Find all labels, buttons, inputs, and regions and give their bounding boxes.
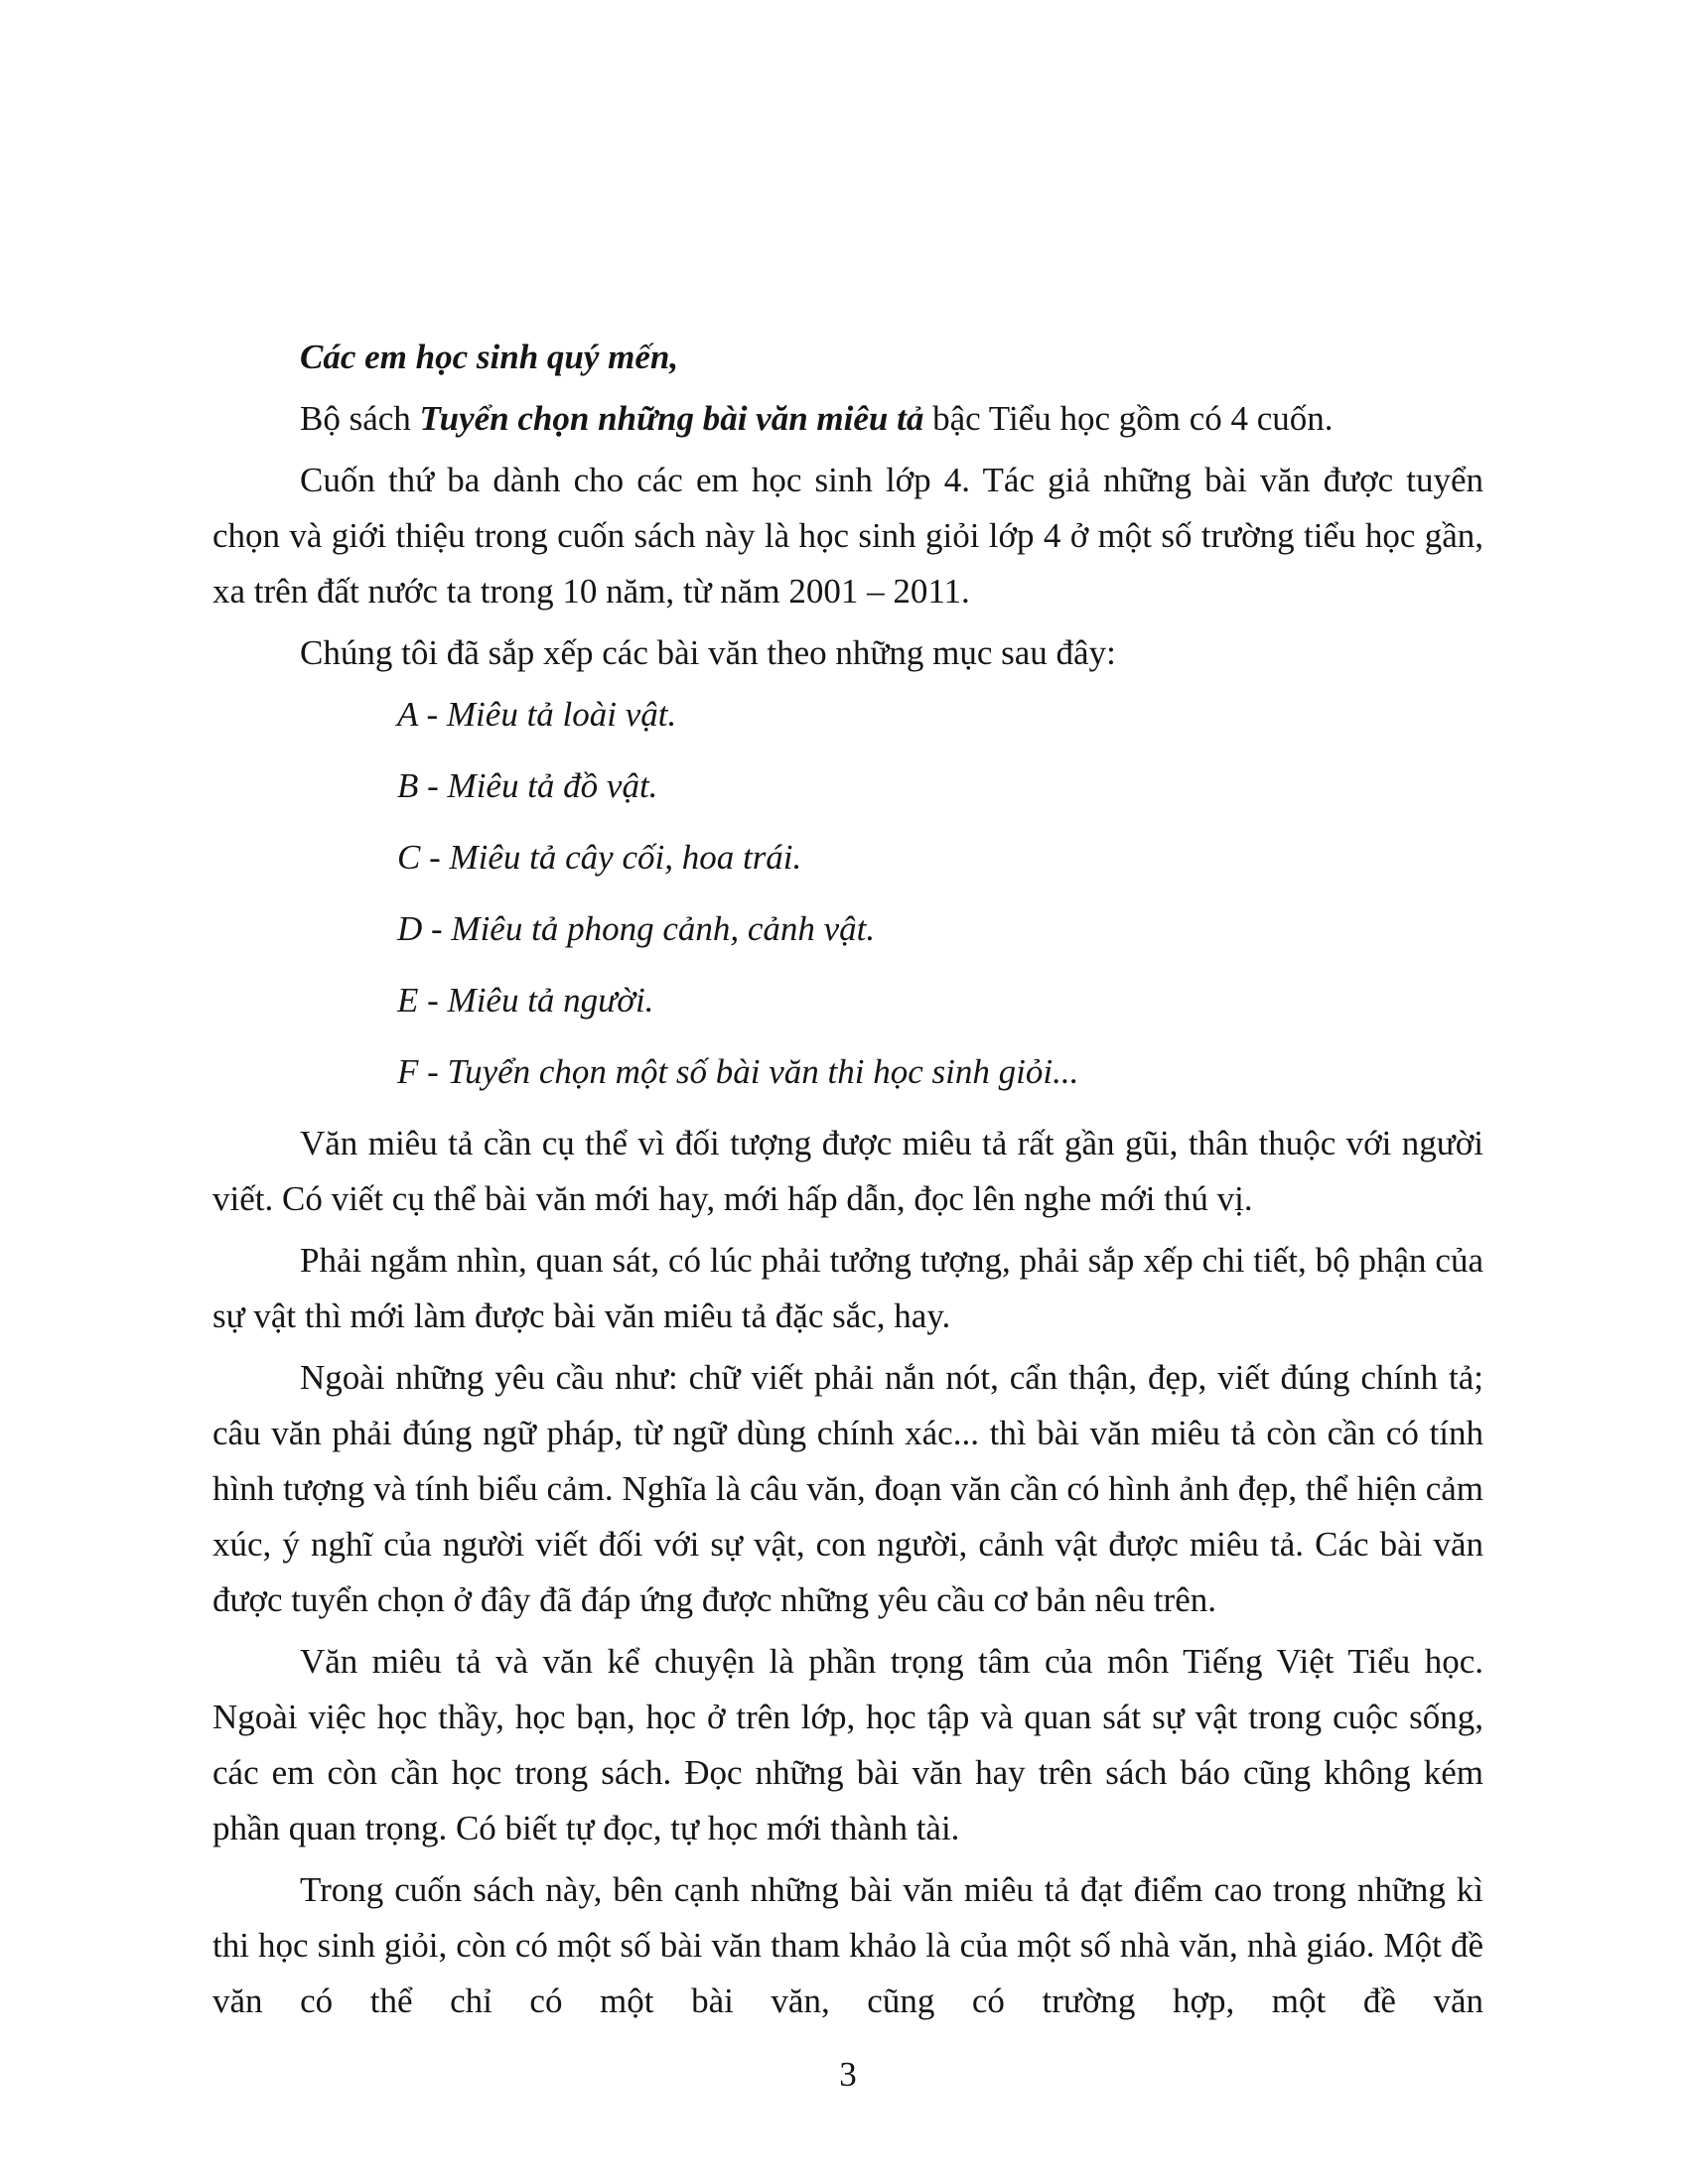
- paragraph: Phải ngắm nhìn, quan sát, có lúc phải tưởng tượng, phải sắp xếp chi tiết, bộ phận của sự vật thì mới làm được bài văn miêu tả đặc sắc, hay.: [212, 1241, 1483, 1335]
- list-item: D - Miêu tả phong cảnh, cảnh vật.: [397, 909, 876, 948]
- intro-prefix: Bộ sách: [300, 399, 420, 438]
- category-list: [212, 687, 1483, 1100]
- paragraph: Chúng tôi đã sắp xếp các bài văn theo những mục sau đây:: [300, 633, 1116, 672]
- paragraph: Văn miêu tả và văn kể chuyện là phần trọng tâm của môn Tiếng Việt Tiểu học. Ngoài việc học thầy, học bạn, học ở trên lớp, học tập và quan sát sự vật trong cuộc sống, các em còn cần học trong sách. Đọc những bài văn hay trên sách báo cũng không kém phần quan trọng. Có biết tự đọc, tự học mới thành tài.: [212, 1642, 1483, 1847]
- intro-paragraph: [212, 391, 1483, 447]
- intro-suffix: bậc Tiểu học gồm có 4 cuốn.: [923, 399, 1334, 438]
- list-item: A - Miêu tả loài vật.: [397, 695, 677, 734]
- salutation: Các em học sinh quý mến,: [300, 338, 679, 376]
- list-item: E - Miêu tả người.: [397, 981, 654, 1020]
- list-item: F - Tuyển chọn một số bài văn thi học sinh giỏi...: [397, 1052, 1079, 1091]
- paragraph: Văn miêu tả cần cụ thể vì đối tượng được miêu tả rất gần gũi, thân thuộc với người viết. Có viết cụ thể bài văn mới hay, mới hấp dẫn, đọc lên nghe mới thú vị.: [212, 1124, 1483, 1218]
- list-item: B - Miêu tả đồ vật.: [397, 766, 658, 805]
- book-title: Tuyển chọn những bài văn miêu tả: [419, 399, 924, 438]
- paragraph: Cuốn thứ ba dành cho các em học sinh lớp 4. Tác giả những bài văn được tuyển chọn và giới thiệu trong cuốn sách này là học sinh giỏi lớp 4 ở một số trường tiểu học gần, xa trên đất nước ta trong 10 năm, từ năm 2001 – 2011.: [212, 461, 1483, 611]
- paragraph: Trong cuốn sách này, bên cạnh những bài văn miêu tả đạt điểm cao trong những kì thi học sinh giỏi, còn có một số bài văn tham khảo là của một số nhà văn, nhà giáo. Một đề văn có thể chỉ có một bài văn, cũng có trường hợp, một đề văn: [212, 1870, 1483, 2020]
- list-item: C - Miêu tả cây cối, hoa trái.: [397, 838, 802, 877]
- page-number: 3: [839, 2055, 857, 2094]
- paragraph: Ngoài những yêu cầu như: chữ viết phải nắn nót, cẩn thận, đẹp, viết đúng chính tả; câu văn phải đúng ngữ pháp, từ ngữ dùng chính xác... thì bài văn miêu tả còn cần có tính hình tượng và tính biểu cảm. Nghĩa là câu văn, đoạn văn cần có hình ảnh đẹp, thể hiện cảm xúc, ý nghĩ của người viết đối với sự vật, con người, cảnh vật được miêu tả. Các bài văn được tuyển chọn ở đây đã đáp ứng được những yêu cầu cơ bản nêu trên.: [212, 1358, 1483, 1619]
